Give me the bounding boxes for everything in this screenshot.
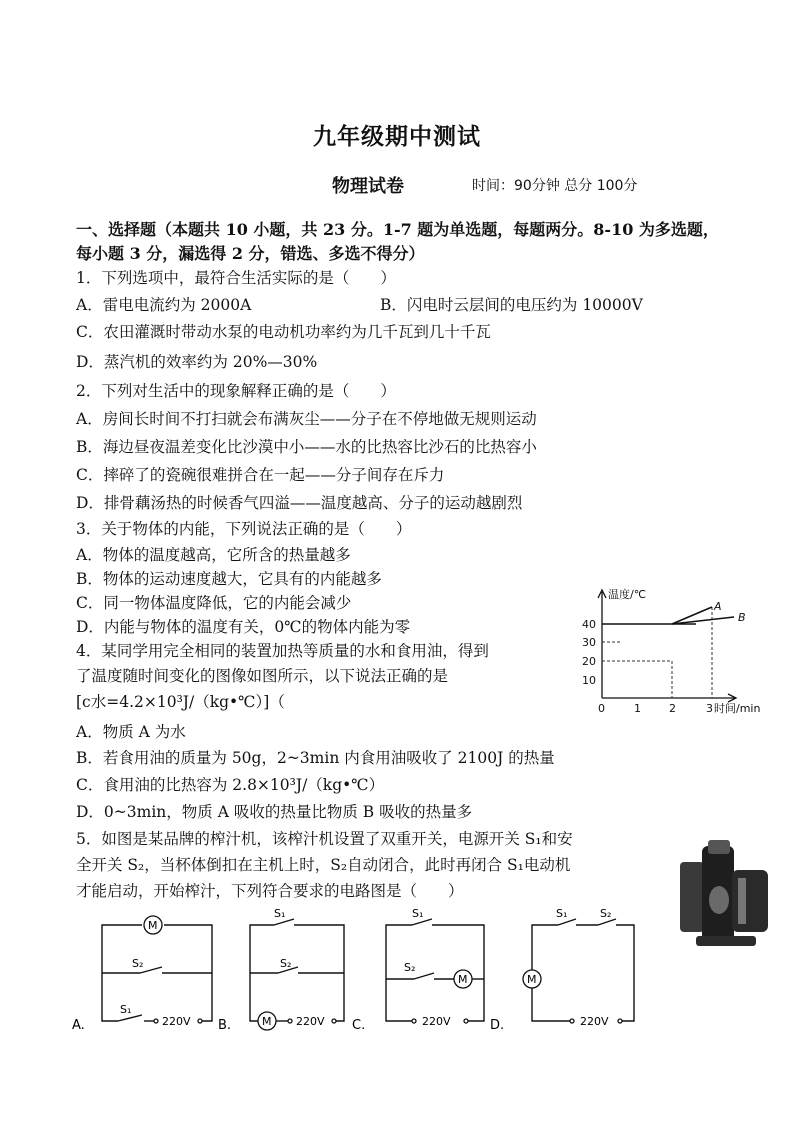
q5-stem-line3: 才能启动，开始榨汁，下列符合要求的电路图是（ ） bbox=[76, 882, 464, 900]
q4-option-c: C．食用油的比热容为 2.8×10³J/（kg•℃） bbox=[76, 776, 385, 794]
q5-stem-line2: 全开关 S₂，当杯体倒扣在主机上时，S₂自动闭合，此时再闭合 S₁电动机 bbox=[76, 856, 571, 874]
circuit-a-s1-label: S₁ bbox=[120, 1003, 132, 1016]
q4-option-a: A．物质 A 为水 bbox=[76, 723, 186, 741]
graph-x-tick-0: 0 bbox=[598, 702, 605, 715]
circuit-d-voltage: 220V bbox=[580, 1015, 609, 1028]
circuit-d-s2-label: S₂ bbox=[600, 907, 612, 920]
q1-option-b: B．闪电时云层间的电压约为 10000V bbox=[380, 296, 643, 314]
circuit-a-motor-label: M bbox=[148, 919, 158, 932]
q1-option-d: D．蒸汽机的效率约为 20%—30% bbox=[76, 353, 318, 371]
circuit-d-option: D. bbox=[490, 1018, 505, 1033]
circuit-b-voltage: 220V bbox=[296, 1015, 325, 1028]
q2-option-d: D．排骨藕汤热的时候香气四溢——温度越高、分子的运动越剧烈 bbox=[76, 494, 523, 512]
graph-x-tick-1: 1 bbox=[634, 702, 641, 715]
temperature-time-graph bbox=[578, 586, 778, 718]
circuit-d-s1-label: S₁ bbox=[556, 907, 568, 920]
circuit-c-terminal-right bbox=[464, 1019, 468, 1023]
graph-y-label: 温度/℃ bbox=[608, 588, 647, 601]
juicer-container bbox=[732, 870, 768, 932]
juicer-cup bbox=[680, 862, 704, 932]
juicer-lid bbox=[708, 840, 730, 854]
circuit-b-terminal-right bbox=[332, 1019, 336, 1023]
circuit-b-motor-label: M bbox=[262, 1015, 272, 1028]
q3-option-a: A．物体的温度越高，它所含的热量越多 bbox=[76, 546, 351, 564]
graph-x-tick-2: 2 bbox=[669, 702, 676, 715]
circuit-b-s2-label: S₂ bbox=[280, 957, 292, 970]
circuit-c-option: C. bbox=[352, 1018, 366, 1033]
q3-stem: 3．关于物体的内能，下列说法正确的是（ ） bbox=[76, 520, 412, 538]
graph-y-tick-40: 40 bbox=[582, 618, 596, 631]
circuit-c-terminal-left bbox=[412, 1019, 416, 1023]
exam-title: 九年级期中测试 bbox=[313, 123, 481, 150]
circuit-b-option: B. bbox=[218, 1018, 232, 1033]
circuit-a-voltage: 220V bbox=[162, 1015, 191, 1028]
q2-option-c: C．摔碎了的瓷碗很难拼合在一起——分子间存在斥力 bbox=[76, 466, 445, 484]
circuit-c-s2-blade bbox=[414, 973, 434, 979]
exam-time-info: 时间：90分钟 总分 100分 bbox=[472, 178, 638, 194]
graph-series-a-label: A bbox=[714, 600, 722, 613]
q1-option-c: C．农田灌溉时带动水泵的电动机功率约为几千瓦到几十千瓦 bbox=[76, 323, 491, 341]
q4-stem-line1: 4．某同学用完全相同的装置加热等质量的水和食用油，得到 bbox=[76, 642, 489, 660]
q5-stem-line1: 5．如图是某品牌的榨汁机，该榨汁机设置了双重开关，电源开关 S₁和安 bbox=[76, 830, 573, 848]
graph-y-tick-20: 20 bbox=[582, 655, 596, 668]
q4-option-d: D．0~3min，物质 A 吸收的热量比物质 B 吸收的热量多 bbox=[76, 803, 473, 821]
circuit-b-terminal-left bbox=[288, 1019, 292, 1023]
circuit-a-option: A. bbox=[72, 1018, 85, 1033]
circuit-c bbox=[352, 907, 484, 1033]
circuit-c-s2-label: S₂ bbox=[404, 961, 416, 974]
circuit-d-terminal-left bbox=[570, 1019, 574, 1023]
juicer-container-shine bbox=[738, 878, 746, 924]
juicer-photo bbox=[672, 840, 776, 952]
juicer-base bbox=[696, 936, 756, 946]
q3-option-d: D．内能与物体的温度有关，0℃的物体内能为零 bbox=[76, 618, 411, 636]
circuit-a bbox=[72, 916, 212, 1033]
graph-y-tick-30: 30 bbox=[582, 636, 596, 649]
exam-subtitle: 物理试卷 bbox=[332, 176, 404, 197]
q1-option-a: A．雷电电流约为 2000A bbox=[76, 296, 252, 314]
q4-option-b: B．若食用油的质量为 50g，2~3min 内食用油吸收了 2100J 的热量 bbox=[76, 749, 555, 767]
graph-y-tick-10: 10 bbox=[582, 674, 596, 687]
juicer-highlight bbox=[709, 886, 729, 914]
circuit-a-s2-label: S₂ bbox=[132, 957, 144, 970]
q2-option-b: B．海边昼夜温差变化比沙漠中小——水的比热容比沙石的比热容小 bbox=[76, 438, 537, 456]
q2-option-a: A．房间长时间不打扫就会布满灰尘——分子在不停地做无规则运动 bbox=[76, 410, 537, 428]
circuit-a-terminal-left bbox=[154, 1019, 158, 1023]
circuit-d-wire-right bbox=[616, 925, 634, 1021]
circuit-d-motor-label: M bbox=[527, 973, 537, 986]
graph-x-tick-3: 3 bbox=[706, 702, 713, 715]
q3-option-b: B．物体的运动速度越大，它具有的内能越多 bbox=[76, 570, 382, 588]
graph-x-label: 时间/min bbox=[714, 702, 761, 715]
q1-stem: 1．下列选项中，最符合生活实际的是（ ） bbox=[76, 269, 396, 287]
graph-series-b-label: B bbox=[738, 611, 746, 624]
circuit-c-voltage: 220V bbox=[422, 1015, 451, 1028]
circuit-diagrams bbox=[66, 905, 676, 1037]
section-heading-line2: 每小题 3 分，漏选得 2 分，错选、多选不得分） bbox=[76, 244, 425, 263]
q3-option-c: C．同一物体温度降低，它的内能会减少 bbox=[76, 594, 352, 612]
section-heading-line1: 一、选择题（本题共 10 小题，共 23 分。1-7 题为单选题，每题两分。8-10 为多选题， bbox=[76, 220, 719, 239]
q2-stem: 2．下列对生活中的现象解释正确的是（ ） bbox=[76, 382, 396, 400]
circuit-c-motor-label: M bbox=[458, 973, 468, 986]
circuit-b-s1-label: S₁ bbox=[274, 907, 286, 920]
q4-stem-line3: [c水=4.2×10³J/（kg•℃）]（ bbox=[76, 693, 285, 711]
circuit-b bbox=[218, 907, 344, 1033]
circuit-c-s1-label: S₁ bbox=[412, 907, 424, 920]
circuit-d-terminal-right bbox=[618, 1019, 622, 1023]
circuit-d bbox=[490, 907, 634, 1033]
circuit-a-terminal-right bbox=[198, 1019, 202, 1023]
q4-stem-line2: 了温度随时间变化的图像如图所示，以下说法正确的是 bbox=[76, 667, 449, 685]
